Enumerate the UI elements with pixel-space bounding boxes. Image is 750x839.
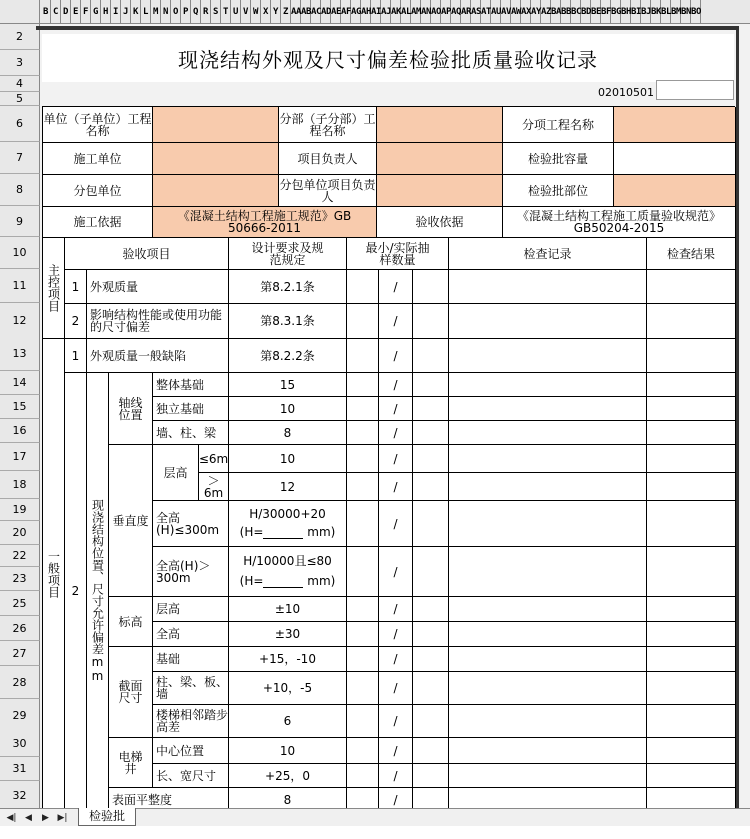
general-item-no: 2 [65,373,87,809]
subunit-label: 分部（子分部）工程名称 [279,107,377,143]
row-number[interactable]: 23 [0,567,40,591]
column-letter[interactable]: E [71,0,81,24]
subcontractor-label: 分包单位 [43,175,153,207]
select-all-corner[interactable] [0,0,40,24]
column-letter[interactable]: AD [321,0,331,24]
prev-sheet-button[interactable]: ◀ [25,812,32,823]
floor-height-label: 层高 [153,445,199,501]
capacity-label: 检验批容量 [503,143,614,175]
item-name-input[interactable] [614,107,736,143]
row-number[interactable]: 28 [0,666,40,699]
gt6-item-min-sample[interactable] [347,473,379,501]
row-number[interactable]: 13 [0,337,40,371]
column-letter[interactable]: Z [281,0,291,24]
le6-item-record[interactable] [449,445,647,473]
column-letter[interactable]: AB [301,0,311,24]
column-letter[interactable]: BE [591,0,601,24]
le6-item-slash: / [379,445,413,473]
column-letter[interactable]: AV [501,0,511,24]
full-gt-item-min-sample[interactable] [347,547,379,597]
column-letter[interactable]: X [261,0,271,24]
column-letter[interactable]: BJ [641,0,651,24]
column-letter[interactable]: AU [491,0,501,24]
sub-pm-input[interactable] [377,175,503,207]
axis-item-slash: / [379,421,413,445]
acceptance-basis-label: 验收依据 [377,207,503,238]
sub-item-value: 10 [229,738,347,764]
mm-text: mm) [307,574,336,589]
lift-a-item-result[interactable] [647,738,736,764]
column-letter[interactable]: G [91,0,101,24]
hdr-item: 验收项目 [65,238,229,270]
contractor-input[interactable] [153,143,279,175]
elev-a-item-actual-sample[interactable] [413,597,449,622]
flatness-label: 表面平整度 [109,788,229,812]
main-item-2-slash: / [379,304,413,339]
sub-item-value: +15，-10 [229,647,347,672]
gt6-item-result[interactable] [647,473,736,501]
axis-item-min-sample[interactable] [347,397,379,421]
sub-item-value: 15 [229,373,347,397]
axis-item-actual-sample[interactable] [413,373,449,397]
column-letter[interactable]: BA [551,0,561,24]
column-letters [41,0,701,24]
hdr-design: 设计要求及规范规定 [229,238,347,270]
subunit-input[interactable] [377,107,503,143]
column-letter[interactable]: AR [461,0,471,24]
elevation-label: 标高 [109,597,153,647]
elev-b-item-actual-sample[interactable] [413,622,449,647]
main-item-2-result[interactable] [647,304,736,339]
lift-a-item-record[interactable] [449,738,647,764]
lift-b-item-slash: / [379,764,413,788]
code-input[interactable] [656,80,734,100]
row-number[interactable]: 31 [0,757,40,781]
acceptance-basis-value: 《混凝土结构工程施工质量验收规范》GB50204-2015 [503,207,736,238]
axis-item-record[interactable] [449,421,647,445]
column-letter[interactable]: BF [601,0,611,24]
column-letter[interactable]: AJ [381,0,391,24]
column-letter[interactable]: AK [391,0,401,24]
h-input[interactable] [263,576,303,588]
row-number[interactable]: 11 [0,269,40,303]
sect-c-item-slash: / [379,705,413,738]
row-number[interactable]: 32 [0,781,40,811]
h-input[interactable] [263,527,303,539]
column-letter[interactable]: BO [691,0,701,24]
sect-a-item-record[interactable] [449,647,647,672]
full-gt-formula: H/10000且≤80 [243,554,332,569]
column-letter[interactable]: BI [631,0,641,24]
column-letter[interactable]: F [81,0,91,24]
sub-item-name: 基础 [153,647,229,672]
column-letter[interactable]: Y [271,0,281,24]
vertical-label: 垂直度 [109,445,153,597]
full-le-formula: H/30000+20 [249,507,326,522]
sect-a-item-min-sample[interactable] [347,647,379,672]
sect-a-item-actual-sample[interactable] [413,647,449,672]
full-le-value [229,501,347,547]
column-letter[interactable]: AF [341,0,351,24]
form-table [42,106,735,808]
row-number[interactable]: 15 [0,395,40,419]
gt6-label: ＞6m [199,473,229,501]
lift-a-item-slash: / [379,738,413,764]
full-gt-h-row [240,575,336,588]
sub-item-name: 楼梯相邻踏步高差 [153,705,229,738]
sect-c-item-actual-sample[interactable] [413,705,449,738]
elev-a-item-result[interactable] [647,597,736,622]
column-letter[interactable]: BD [581,0,591,24]
first-sheet-button[interactable]: ◀| [6,812,17,823]
axis-item-min-sample[interactable] [347,373,379,397]
full-gt-value [229,547,347,597]
last-sheet-button[interactable]: ▶| [57,812,68,823]
column-letter[interactable]: BM [671,0,681,24]
sub-item-value: ±30 [229,622,347,647]
main-item-1-result[interactable] [647,270,736,304]
right-border-line [736,26,739,812]
full-gt-item-actual-sample[interactable] [413,547,449,597]
sect-a-item-result[interactable] [647,647,736,672]
row-number[interactable]: 5 [0,92,40,106]
sect-b-item-slash: / [379,672,413,705]
column-letter[interactable]: AG [351,0,361,24]
full-gt-item-slash: / [379,547,413,597]
lift-b-item-min-sample[interactable] [347,764,379,788]
row-number[interactable]: 17 [0,443,40,471]
row-number[interactable]: 8 [0,174,40,206]
location-label: 检验批部位 [503,175,614,207]
lift-b-item-actual-sample[interactable] [413,764,449,788]
item-name-label: 分项工程名称 [503,107,614,143]
status-area [0,826,750,839]
row-number[interactable]: 22 [0,545,40,567]
axis-item-min-sample[interactable] [347,421,379,445]
row-number[interactable]: 20 [0,521,40,545]
full-le-item-min-sample[interactable] [347,501,379,547]
sub-item-name: 长、宽尺寸 [153,764,229,788]
column-letter[interactable]: BN [681,0,691,24]
lift-label: 电梯井 [109,738,153,788]
row-number[interactable]: 29 [0,699,40,732]
row-number[interactable]: 30 [0,731,40,757]
sub-item-name: 墙、柱、梁 [153,421,229,445]
le6-value: 10 [229,445,347,473]
axis-item-result[interactable] [647,373,736,397]
basis-label: 施工依据 [43,207,153,238]
column-letter[interactable]: W [251,0,261,24]
elev-b-item-record[interactable] [449,622,647,647]
main-item-no: 1 [65,270,87,304]
main-item-no: 2 [65,304,87,339]
column-letter[interactable]: P [181,0,191,24]
full-le-item-result[interactable] [647,501,736,547]
mm-text: mm) [307,525,336,540]
column-letter[interactable]: AZ [541,0,551,24]
column-letter[interactable]: AT [481,0,491,24]
general-group-cell [43,339,65,809]
sect-b-item-record[interactable] [449,672,647,705]
pm-input[interactable] [377,143,503,175]
h-eq-text: (H= [239,574,264,589]
column-letter[interactable]: H [101,0,111,24]
main-item-1-actual-sample[interactable] [413,270,449,304]
top-border-line [36,26,736,30]
column-letter[interactable]: AP [441,0,451,24]
main-item-spec: 第8.2.1条 [229,270,347,304]
sub-item-name: 柱、梁、板、墙 [153,672,229,705]
hdr-sample: 最小/实际抽样数量 [347,238,449,270]
sub-item-value: +10，-5 [229,672,347,705]
basis-value[interactable]: 《混凝土结构工程施工规范》GB 50666-2011 [153,207,377,238]
column-letter[interactable]: I [111,0,121,24]
column-letter[interactable]: BK [651,0,661,24]
hdr-result: 检查结果 [647,238,736,270]
column-letter[interactable]: AN [421,0,431,24]
column-letter[interactable]: L [141,0,151,24]
column-letter[interactable]: AS [471,0,481,24]
column-letter[interactable]: BL [661,0,671,24]
sub-pm-label: 分包单位项目负责人 [279,175,377,207]
column-letter[interactable]: AM [411,0,421,24]
column-letter[interactable]: AX [521,0,531,24]
gt6-item-record[interactable] [449,473,647,501]
contractor-label: 施工单位 [43,143,153,175]
axis-item-slash: / [379,397,413,421]
general-item-1-min-sample[interactable] [347,339,379,373]
row-number[interactable]: 12 [0,303,40,338]
column-letter[interactable]: M [151,0,161,24]
pm-label: 项目负责人 [279,143,377,175]
general-item-spec: 第8.2.2条 [229,339,347,373]
main-item-2-record[interactable] [449,304,647,339]
elev-b-item-slash: / [379,622,413,647]
section-label: 截面尺寸 [109,647,153,738]
sub-item-value: 6 [229,705,347,738]
column-letter[interactable]: O [171,0,181,24]
sect-a-item-slash: / [379,647,413,672]
column-letter[interactable]: S [211,0,221,24]
column-letter[interactable]: V [241,0,251,24]
sub-item-name: 独立基础 [153,397,229,421]
axis-label: 轴线位置 [109,373,153,445]
column-letter[interactable]: AC [311,0,321,24]
full-gt-label: 全高(H)＞300m [153,547,229,597]
row-number[interactable]: 7 [0,142,40,174]
column-letter[interactable]: BC [571,0,581,24]
row-number[interactable]: 25 [0,591,40,616]
sheet-tab-bar [0,808,750,826]
subgroup-cell [87,373,109,809]
column-letter[interactable]: AA [291,0,301,24]
main-item-1-slash: / [379,270,413,304]
sub-item-name: 全高 [153,622,229,647]
axis-item-actual-sample[interactable] [413,397,449,421]
general-item-1-actual-sample[interactable] [413,339,449,373]
sect-c-item-min-sample[interactable] [347,705,379,738]
column-letter[interactable]: J [121,0,131,24]
column-letter[interactable]: U [231,0,241,24]
le6-item-actual-sample[interactable] [413,445,449,473]
row-number[interactable]: 14 [0,371,40,395]
column-letter[interactable]: BH [621,0,631,24]
column-letter[interactable]: K [131,0,141,24]
general-group-label: 一般项目 [46,549,61,598]
row-number[interactable]: 27 [0,641,40,666]
main-item-2-min-sample[interactable] [347,304,379,339]
lift-a-item-min-sample[interactable] [347,738,379,764]
column-header [0,0,750,24]
column-letter[interactable]: AQ [451,0,461,24]
sub-item-name: 整体基础 [153,373,229,397]
general-item-1-result[interactable] [647,339,736,373]
row-number[interactable]: 19 [0,499,40,521]
full-le-item-slash: / [379,501,413,547]
lift-b-item-record[interactable] [449,764,647,788]
row-number[interactable]: 10 [0,237,40,269]
capacity-input[interactable] [614,143,736,175]
main-item-name: 外观质量 [87,270,229,304]
sub-item-value: +25，0 [229,764,347,788]
subgroup-label: 现浇结构位置、尺寸允许偏差mm [90,498,105,683]
axis-item-slash: / [379,373,413,397]
unit-label: 单位（子单位）工程名称 [43,107,153,143]
column-letter[interactable]: AO [431,0,441,24]
main-item-1-min-sample[interactable] [347,270,379,304]
column-letter[interactable]: T [221,0,231,24]
h-eq-text: (H= [239,525,264,540]
gt6-value: 12 [229,473,347,501]
axis-item-record[interactable] [449,397,647,421]
form-code: 02010501 [598,86,654,99]
main-item-spec: 第8.3.1条 [229,304,347,339]
row-number[interactable]: 9 [0,206,40,237]
sub-item-value: ±10 [229,597,347,622]
le6-label: ≤6m [199,445,229,473]
row-number[interactable]: 4 [0,76,40,92]
sect-b-item-min-sample[interactable] [347,672,379,705]
lift-b-item-result[interactable] [647,764,736,788]
column-letter[interactable]: AL [401,0,411,24]
general-item-1-record[interactable] [449,339,647,373]
column-letter[interactable]: BB [561,0,571,24]
elev-a-item-slash: / [379,597,413,622]
row-number[interactable]: 3 [0,50,40,76]
column-letter[interactable]: N [161,0,171,24]
main-group-label: 主控项目 [46,264,61,312]
sub-item-value: 8 [229,421,347,445]
sect-b-item-result[interactable] [647,672,736,705]
sub-item-name: 中心位置 [153,738,229,764]
full-gt-item-result[interactable] [647,547,736,597]
axis-item-result[interactable] [647,421,736,445]
column-letter[interactable]: Q [191,0,201,24]
sect-c-item-result[interactable] [647,705,736,738]
column-letter[interactable]: BG [611,0,621,24]
sheet-tab-inspection[interactable]: 检验批 [78,808,136,826]
lift-a-item-actual-sample[interactable] [413,738,449,764]
sub-item-name: 层高 [153,597,229,622]
sect-c-item-record[interactable] [449,705,647,738]
column-letter[interactable]: AI [371,0,381,24]
main-item-name: 影响结构性能或使用功能的尺寸偏差 [87,304,229,339]
main-group-cell [43,238,65,339]
gt6-item-actual-sample[interactable] [413,473,449,501]
column-letter[interactable]: R [201,0,211,24]
full-gt-item-record[interactable] [449,547,647,597]
general-item-name: 外观质量一般缺陷 [87,339,229,373]
full-le-item-actual-sample[interactable] [413,501,449,547]
elev-a-item-record[interactable] [449,597,647,622]
elev-b-item-result[interactable] [647,622,736,647]
next-sheet-button[interactable]: ▶ [42,812,49,823]
location-input[interactable] [614,175,736,207]
le6-item-result[interactable] [647,445,736,473]
row-number[interactable]: 2 [0,24,40,50]
full-le-label: 全高(H)≤300m [153,501,229,547]
elev-a-item-min-sample[interactable] [347,597,379,622]
flatness-item-slash: / [379,788,413,812]
column-letter[interactable]: B [41,0,51,24]
axis-item-actual-sample[interactable] [413,421,449,445]
full-le-h-row [240,526,336,539]
le6-item-min-sample[interactable] [347,445,379,473]
column-letter[interactable]: AW [511,0,521,24]
full-le-item-record[interactable] [449,501,647,547]
elev-b-item-min-sample[interactable] [347,622,379,647]
flatness-value: 8 [229,788,347,812]
general-item-1-slash: / [379,339,413,373]
sub-item-value: 10 [229,397,347,421]
row-number[interactable]: 18 [0,471,40,499]
subcontractor-input[interactable] [153,175,279,207]
general-item-no: 1 [65,339,87,373]
column-letter[interactable]: AY [531,0,541,24]
gt6-item-slash: / [379,473,413,501]
main-item-1-record[interactable] [449,270,647,304]
main-item-2-actual-sample[interactable] [413,304,449,339]
row-number[interactable]: 16 [0,419,40,443]
page-title: 现浇结构外观及尺寸偏差检验批质量验收记录 [42,34,734,82]
column-letter[interactable]: D [61,0,71,24]
unit-name-input[interactable] [153,107,279,143]
column-letter[interactable]: C [51,0,61,24]
axis-item-record[interactable] [449,373,647,397]
row-number[interactable]: 26 [0,616,40,641]
hdr-record: 检查记录 [449,238,647,270]
axis-item-result[interactable] [647,397,736,421]
column-letter[interactable]: AE [331,0,341,24]
row-number[interactable]: 6 [0,106,40,142]
column-letter[interactable]: AH [361,0,371,24]
sect-b-item-actual-sample[interactable] [413,672,449,705]
